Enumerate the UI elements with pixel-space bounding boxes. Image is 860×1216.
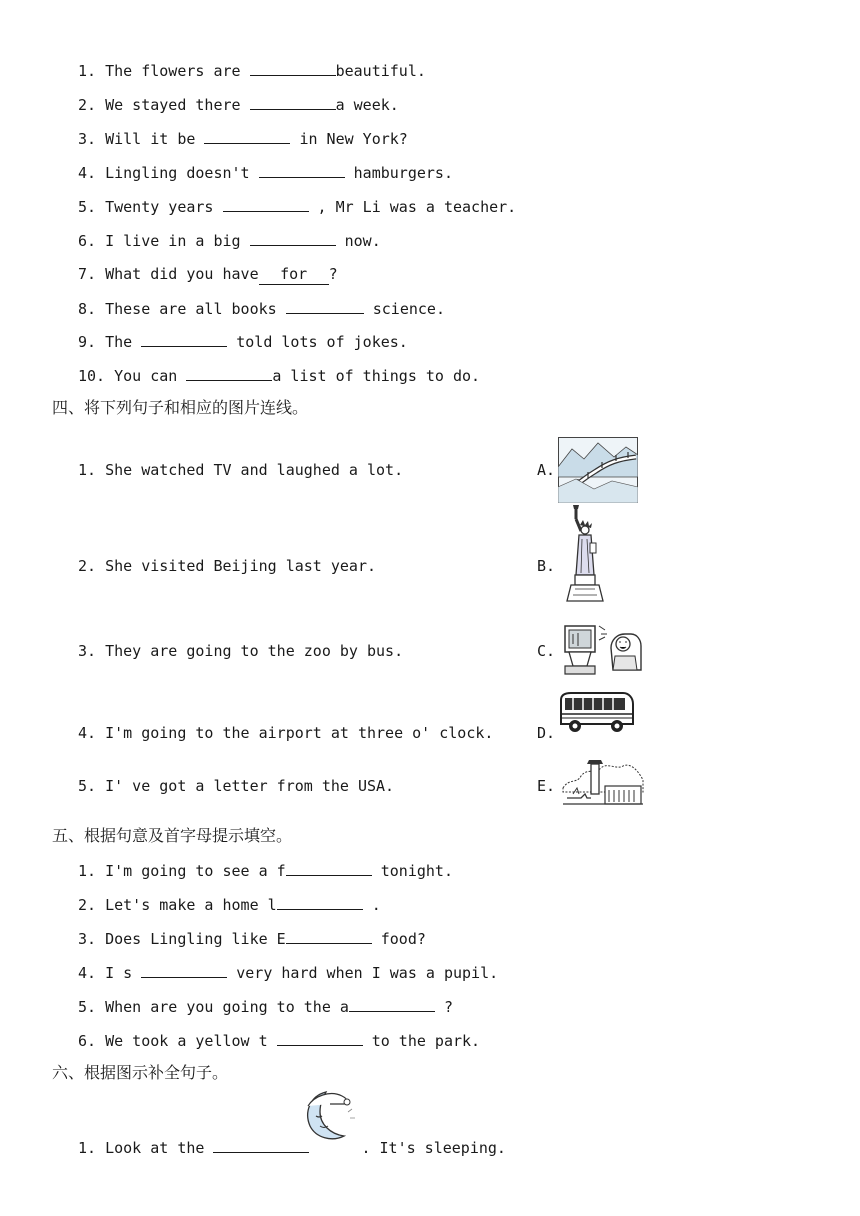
list-item: 1. Look at the . It's sleeping.: [78, 1139, 506, 1157]
answer-blank[interactable]: [277, 894, 363, 910]
list-item: 4. I s very hard when I was a pupil.: [78, 964, 499, 982]
answer-blank[interactable]: [223, 196, 309, 212]
answer-blank[interactable]: [213, 1137, 309, 1153]
answer-blank[interactable]: [250, 60, 336, 76]
list-item: 5. Twenty years , Mr Li was a teacher.: [78, 198, 517, 216]
answer-blank[interactable]: [286, 860, 372, 876]
list-item: 4. Lingling doesn't hamburgers.: [78, 164, 453, 182]
list-item: 6. I live in a big now.: [78, 232, 381, 250]
answer-blank[interactable]: [250, 94, 336, 110]
section4-heading: 四、将下列句子和相应的图片连线。: [52, 398, 309, 417]
sleeping-moon-picture: [300, 1088, 360, 1144]
airport-picture[interactable]: [561, 758, 645, 810]
list-item: 3. Will it be in New York?: [78, 130, 408, 148]
match-sentence[interactable]: 4. I'm going to the airport at three o' clock.: [78, 724, 494, 742]
list-item: 2. We stayed there a week.: [78, 96, 399, 114]
match-sentence[interactable]: 3. They are going to the zoo by bus.: [78, 642, 404, 660]
option-letter-b: B.: [537, 557, 556, 575]
list-item: 6. We took a yellow t to the park.: [78, 1032, 481, 1050]
answer-blank[interactable]: [186, 365, 272, 381]
match-sentence[interactable]: 1. She watched TV and laughed a lot.: [78, 461, 404, 479]
section6-heading: 六、根据图示补全句子。: [52, 1063, 229, 1082]
answer-blank[interactable]: [349, 996, 435, 1012]
answer-blank[interactable]: [286, 928, 372, 944]
option-letter-d: D.: [537, 724, 556, 742]
list-item: 10. You can a list of things to do.: [78, 367, 481, 385]
answer-blank[interactable]: [204, 128, 290, 144]
answer-blank[interactable]: [277, 1030, 363, 1046]
list-item: 8. These are all books science.: [78, 300, 445, 318]
answer-blank[interactable]: [259, 162, 345, 178]
option-letter-c: C.: [537, 642, 556, 660]
list-item: 1. I'm going to see a f tonight.: [78, 862, 453, 880]
section5-heading: 五、根据句意及首字母提示填空。: [52, 826, 293, 845]
answer-blank[interactable]: [250, 230, 336, 246]
answer-blank[interactable]: [286, 298, 364, 314]
filled-blank[interactable]: for: [259, 264, 329, 285]
tv-watching-picture[interactable]: [561, 620, 647, 678]
statue-of-liberty-picture[interactable]: [565, 505, 607, 603]
answer-blank[interactable]: [141, 962, 227, 978]
match-sentence[interactable]: 5. I' ve got a letter from the USA.: [78, 777, 395, 795]
list-item: 2. Let's make a home l .: [78, 896, 381, 914]
bus-picture[interactable]: [557, 690, 635, 736]
great-wall-picture[interactable]: [558, 437, 638, 503]
option-letter-e: E.: [537, 777, 556, 795]
list-item: 5. When are you going to the a ?: [78, 998, 453, 1016]
match-sentence[interactable]: 2. She visited Beijing last year.: [78, 557, 377, 575]
list-item: 7. What did you have for ?: [78, 265, 338, 283]
list-item: 9. The told lots of jokes.: [78, 333, 408, 351]
answer-blank[interactable]: [141, 331, 227, 347]
list-item: 1. The flowers are beautiful.: [78, 62, 426, 80]
option-letter-a: A.: [537, 461, 556, 479]
list-item: 3. Does Lingling like E food?: [78, 930, 426, 948]
